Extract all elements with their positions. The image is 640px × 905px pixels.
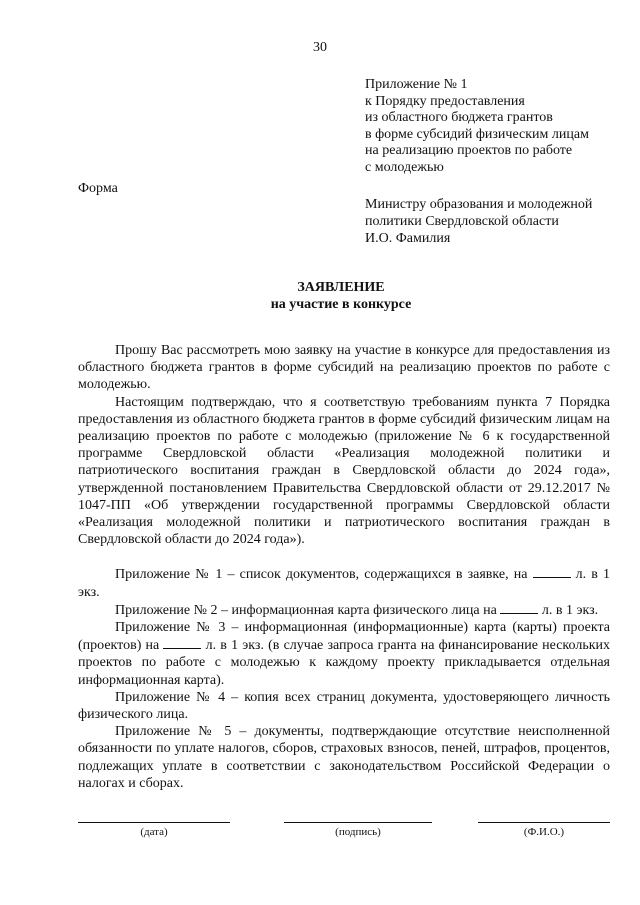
annex-line: Приложение № 1 [365, 77, 468, 92]
form-label: Форма [78, 181, 118, 196]
date-caption: (дата) [140, 826, 168, 838]
attachment-1-suffix: л. в 1 экз. [78, 567, 610, 600]
annex-reference [365, 77, 625, 176]
pages-blank-2[interactable] [500, 601, 538, 614]
attachment-2 [78, 601, 610, 619]
pages-blank-1[interactable] [533, 565, 571, 578]
attachment-2-suffix: л. в 1 экз. [538, 602, 599, 618]
annex-line: с молодежью [365, 159, 444, 175]
document-title: ЗАЯВЛЕНИЕ [297, 280, 385, 295]
signature-caption: (подпись) [335, 826, 381, 838]
addressee [365, 196, 635, 247]
attachment-3-text: Приложение № 3 – информационная (информационные) карта (карты) проекта (проектов) на [78, 620, 610, 654]
attachment-2-text: Приложение № 2 – информационная карта физического лица на [115, 602, 501, 618]
annex-line: на реализацию проектов по работе [365, 143, 573, 158]
page-number: 30 [313, 40, 327, 55]
annex-line: из областного бюджета грантов [365, 110, 553, 125]
attachment-4: Приложение № 4 – копия всех страниц документа, удостоверяющего личность физического лица. [78, 689, 610, 723]
addressee-line: Министру образования и молодежной [365, 197, 593, 212]
pages-blank-3[interactable] [163, 636, 201, 649]
annex-line: в форме субсидий физическим лицам [365, 126, 589, 142]
annex-line: к Порядку предоставления [365, 93, 525, 109]
attachment-1-text: Приложение № 1 – список документов, содержащихся в заявке, на [115, 567, 533, 583]
application-body [78, 342, 610, 792]
attachment-5: Приложение № 5 – документы, подтверждающие отсутствие неисполненной обязанности по уплате налогов, сборов, страховых взносов, пеней, штрафов, процентов, подлежащих уплате в соответствии с законодательством Российской Федерации о налогах и сборах. [78, 724, 610, 791]
name-line[interactable] [478, 822, 610, 823]
name-caption: (Ф.И.О.) [523, 826, 565, 838]
addressee-line: политики Свердловской области [365, 214, 559, 229]
attachment-1 [78, 565, 610, 600]
request-paragraph: Прошу Вас рассмотреть мою заявку на участие в конкурсе для предоставления из областного бюджета грантов в форме субсидий на реализацию проектов по работе с молодежью. [78, 343, 610, 393]
confirmation-paragraph: Настоящим подтверждаю, что я соответствую требованиям пункта 7 Порядка предоставления из областного бюджета грантов в форме субсидий физическим лицам на реализацию проектов по работе с молодежью (приложение № 6 к государственной программе Свердловской области «Реализация молодежной политики и патриотического воспитания граждан в Свердловской области до 2024 года», утвержденной постановлением Правительства Свердловской области от 29.12.2017 № 1047-ПП «Об утверждении государственной программы Свердловской области «Реализация молодежной политики и патриотического воспитания граждан в Свердловской области до 2024 года»). [78, 394, 610, 548]
attachment-3 [78, 619, 610, 689]
date-line[interactable] [78, 822, 230, 823]
addressee-line: И.О. Фамилия [365, 231, 451, 246]
signature-line[interactable] [284, 822, 432, 823]
attachment-3-suffix: л. в 1 экз. (в случае запроса гранта на финансирование нескольких проектов по работе с молодежью к каждому проекту прикладывается отдельная информационная карта). [78, 638, 610, 688]
document-subtitle: на участие в конкурсе [270, 297, 412, 312]
